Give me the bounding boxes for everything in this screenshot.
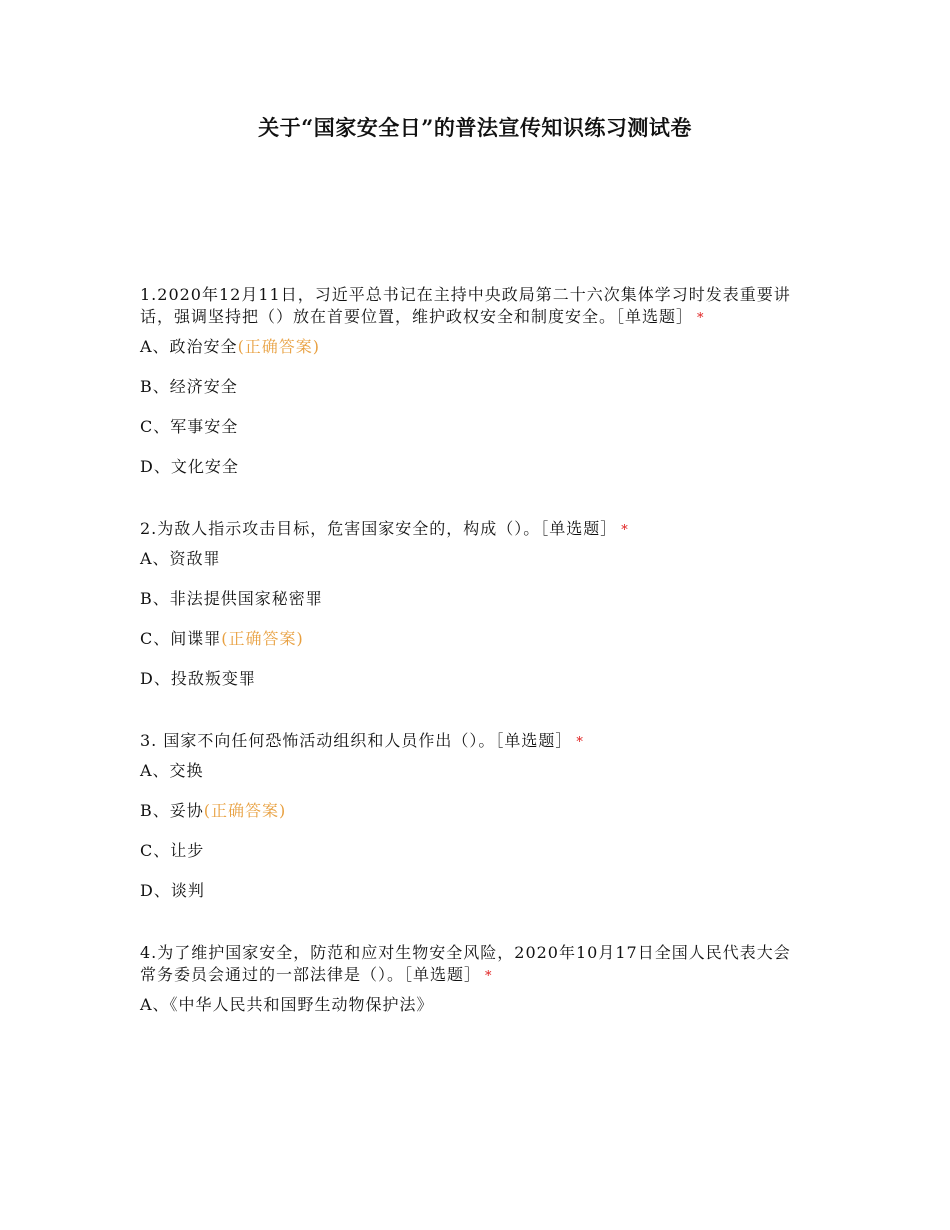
answer-option: A、《中华人民共和国野生动物保护法》 — [140, 995, 434, 1014]
correct-answer-label: (正确答案) — [237, 337, 321, 356]
question-1 — [140, 284, 800, 478]
answer-option: A、交换 — [140, 761, 204, 780]
answer-option: B、非法提供国家秘密罪 — [140, 589, 323, 608]
correct-answer-label: (正确答案) — [221, 629, 304, 648]
question-text: 2.为敌人指示攻击目标，危害国家安全的，构成（）。［单选题］ * — [140, 519, 629, 538]
question-text: 4.为了维护国家安全，防范和应对生物安全风险，2020年10月17日全国人民代表大会常务委员会通过的一部法律是（）。［单选题］ * — [140, 943, 791, 984]
answer-option: A、政治安全(正确答案) — [140, 337, 321, 356]
correct-answer-label: (正确答案) — [203, 801, 287, 820]
answer-option: D、投敌叛变罪 — [140, 669, 256, 688]
question-2 — [140, 518, 800, 690]
question-4 — [140, 942, 800, 1016]
answer-option: B、经济安全 — [140, 377, 238, 396]
required-marker: * — [485, 969, 493, 984]
required-marker: * — [697, 311, 705, 326]
required-marker: * — [621, 523, 629, 538]
answer-option: D、文化安全 — [140, 457, 239, 476]
answer-option: C、让步 — [140, 841, 205, 860]
answer-option: C、间谍罪(正确答案) — [140, 629, 304, 648]
question-3 — [140, 730, 800, 902]
answer-option: A、资敌罪 — [140, 549, 221, 568]
question-text: 1.2020年12月11日，习近平总书记在主持中央政局第二十六次集体学习时发表重要讲话，强调坚持把（）放在首要位置，维护政权安全和制度安全。［单选题］ * — [140, 285, 791, 326]
answer-option: C、军事安全 — [140, 417, 239, 436]
required-marker: * — [576, 735, 584, 750]
question-list — [140, 284, 800, 1056]
question-text: 3. 国家不向任何恐怖活动组织和人员作出（）。［单选题］ * — [140, 731, 584, 750]
answer-option: B、妥协(正确答案) — [140, 801, 287, 820]
page-title: 关于“国家安全日”的普法宣传知识练习测试卷 — [258, 115, 692, 140]
answer-option: D、谈判 — [140, 881, 205, 900]
